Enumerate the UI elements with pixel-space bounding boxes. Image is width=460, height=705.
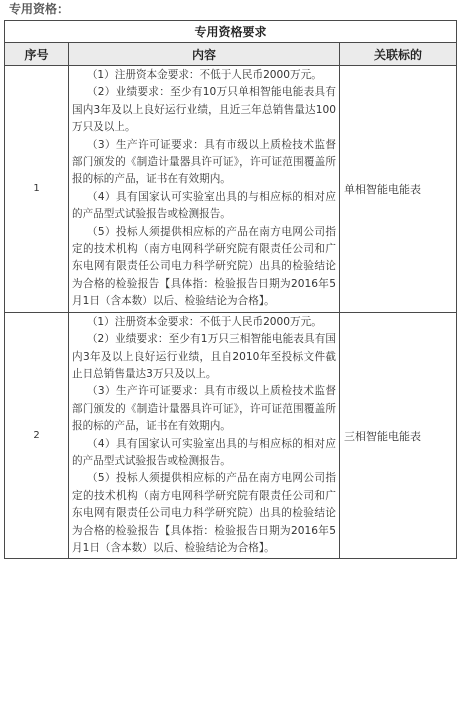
column-header-target: 关联标的 [340,43,457,66]
requirements-table [4,20,457,559]
row-target: 三相智能电能表 [340,312,457,559]
row-content [69,66,340,313]
requirement-item: （2）业绩要求：至少有1万只三相智能电能表具有国内3年及以上良好运行业绩，且自2010年至投标文件截止日总销售量达3万只及以上。 [72,333,336,380]
table-row [5,66,457,313]
column-header-seq: 序号 [5,43,69,66]
row-seq: 1 [5,66,69,313]
requirement-item: （3）生产许可证要求：具有市级以上质检技术监督部门颁发的《制造计量器具许可证》，许可证范围覆盖所报的标的产品，证书在有效期内。 [72,385,336,433]
requirement-item: （5）投标人须提供相应标的产品在南方电网公司指定的技术机构（南方电网科学研究院有限责任公司和广东电网有限责任公司电力科学研究院）出具的检验结论为合格的检验报告【具体指：检验报告日期为2016年5月1日（含本数）以后、检验结论为合格】。 [72,225,336,308]
table-row [5,312,457,559]
requirement-item: （2）业绩要求：至少有10万只单相智能电能表具有国内3年及以上良好运行业绩，且近三年总销售量达100万只及以上。 [72,86,336,134]
row-seq: 2 [5,312,69,559]
table-title: 专用资格要求 [5,21,457,43]
requirement-item: （4）具有国家认可实验室出具的与相应标的相对应的产品型式试验报告或检测报告。 [72,437,336,467]
table-header-row [5,43,457,66]
requirement-item: （3）生产许可证要求：具有市级以上质检技术监督部门颁发的《制造计量器具许可证》，许可证范围覆盖所报的标的产品，证书在有效期内。 [72,138,336,186]
requirement-item: （5）投标人须提供相应标的产品在南方电网公司指定的技术机构（南方电网科学研究院有限责任公司和广东电网有限责任公司电力科学研究院）出具的检验结论为合格的检验报告【具体指：检验报告日期为2016年5月1日（含本数）以后、检验结论为合格】。 [72,472,336,554]
requirement-item: （1）注册资本金要求：不低于人民币2000万元。 [86,69,322,81]
section-heading: 专用资格： [9,2,70,16]
row-target: 单相智能电能表 [340,66,457,313]
row-content [69,312,340,559]
requirement-item: （1）注册资本金要求：不低于人民币2000万元。 [86,315,322,328]
requirement-item: （4）具有国家认可实验室出具的与相应标的相对应的产品型式试验报告或检测报告。 [72,190,336,221]
column-header-content: 内容 [69,43,340,66]
